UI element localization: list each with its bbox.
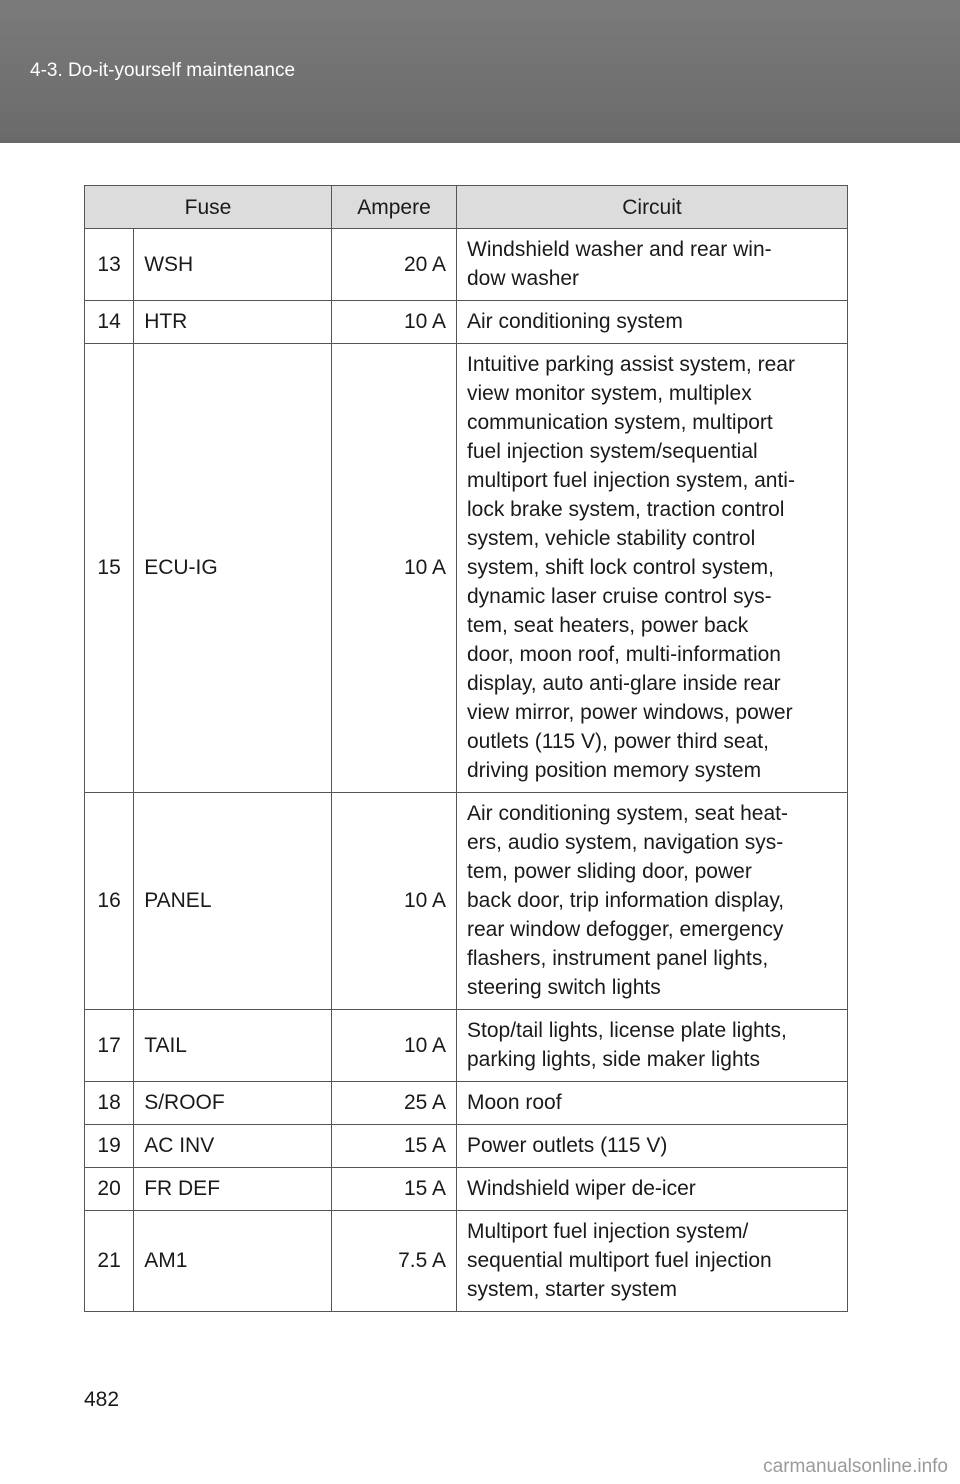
table-body: [85, 229, 848, 1312]
watermark: carmanualsonline.info: [763, 1456, 948, 1477]
circuit-cell: Air conditioning system, seat heat- ers, audio system, navigation sys- tem, power sliding door, power back door, trip information display, rear window defogger, emergency flashers, instrument panel lights, steering switch lights: [457, 793, 848, 1010]
circuit-cell: Windshield wiper de-icer: [457, 1168, 848, 1211]
circuit-cell: Windshield washer and rear win- dow washer: [457, 229, 848, 301]
fuse-number-cell: 13: [85, 229, 134, 301]
fuse-name-cell: AC INV: [134, 1125, 332, 1168]
ampere-cell: 10 A: [332, 793, 457, 1010]
fuse-number-cell: 16: [85, 793, 134, 1010]
ampere-cell: 15 A: [332, 1125, 457, 1168]
fuse-name-cell: PANEL: [134, 793, 332, 1010]
circuit-cell: Intuitive parking assist system, rear view monitor system, multiplex communication system, multiport fuel injection system/sequential multiport fuel injection system, anti- lock brake system, traction control system, vehicle stability control system, shift lock control system, dynamic laser cruise control sys- tem, seat heaters, power back door, moon roof, multi-information display, auto anti-glare inside rear view mirror, power windows, power outlets (115 V), power third seat, driving position memory system: [457, 344, 848, 793]
column-header-circuit: Circuit: [457, 186, 848, 229]
column-header-ampere: Ampere: [332, 186, 457, 229]
fuse-number-cell: 15: [85, 344, 134, 793]
fuse-name-cell: ECU-IG: [134, 344, 332, 793]
table-row: [85, 229, 848, 301]
fuse-number-cell: 21: [85, 1211, 134, 1312]
ampere-cell: 10 A: [332, 301, 457, 344]
fuse-number-cell: 19: [85, 1125, 134, 1168]
ampere-cell: 7.5 A: [332, 1211, 457, 1312]
table-row: [85, 1010, 848, 1082]
table-row: [85, 1082, 848, 1125]
circuit-cell: Stop/tail lights, license plate lights, parking lights, side maker lights: [457, 1010, 848, 1082]
table-row: [85, 1211, 848, 1312]
fuse-name-cell: TAIL: [134, 1010, 332, 1082]
fuse-number-cell: 14: [85, 301, 134, 344]
fuse-name-cell: HTR: [134, 301, 332, 344]
page-number: 482: [84, 1388, 120, 1411]
circuit-cell: Air conditioning system: [457, 301, 848, 344]
fuse-name-cell: WSH: [134, 229, 332, 301]
fuse-name-cell: S/ROOF: [134, 1082, 332, 1125]
circuit-cell: Moon roof: [457, 1082, 848, 1125]
fuse-number-cell: 18: [85, 1082, 134, 1125]
page-header: [0, 0, 960, 143]
column-header-fuse: Fuse: [85, 186, 332, 229]
fuse-number-cell: 20: [85, 1168, 134, 1211]
table-row: [85, 301, 848, 344]
circuit-cell: Power outlets (115 V): [457, 1125, 848, 1168]
fuse-name-cell: FR DEF: [134, 1168, 332, 1211]
fuse-number-cell: 17: [85, 1010, 134, 1082]
section-title: 4-3. Do-it-yourself maintenance: [30, 60, 296, 81]
ampere-cell: 10 A: [332, 344, 457, 793]
fuse-name-cell: AM1: [134, 1211, 332, 1312]
fuse-table: [84, 185, 848, 1312]
table-row: [85, 1125, 848, 1168]
ampere-cell: 20 A: [332, 229, 457, 301]
circuit-cell: Multiport fuel injection system/ sequential multiport fuel injection system, starter system: [457, 1211, 848, 1312]
ampere-cell: 15 A: [332, 1168, 457, 1211]
table-header-row: [85, 186, 848, 229]
table-row: [85, 1168, 848, 1211]
table-row: [85, 344, 848, 793]
ampere-cell: 10 A: [332, 1010, 457, 1082]
table-row: [85, 793, 848, 1010]
ampere-cell: 25 A: [332, 1082, 457, 1125]
